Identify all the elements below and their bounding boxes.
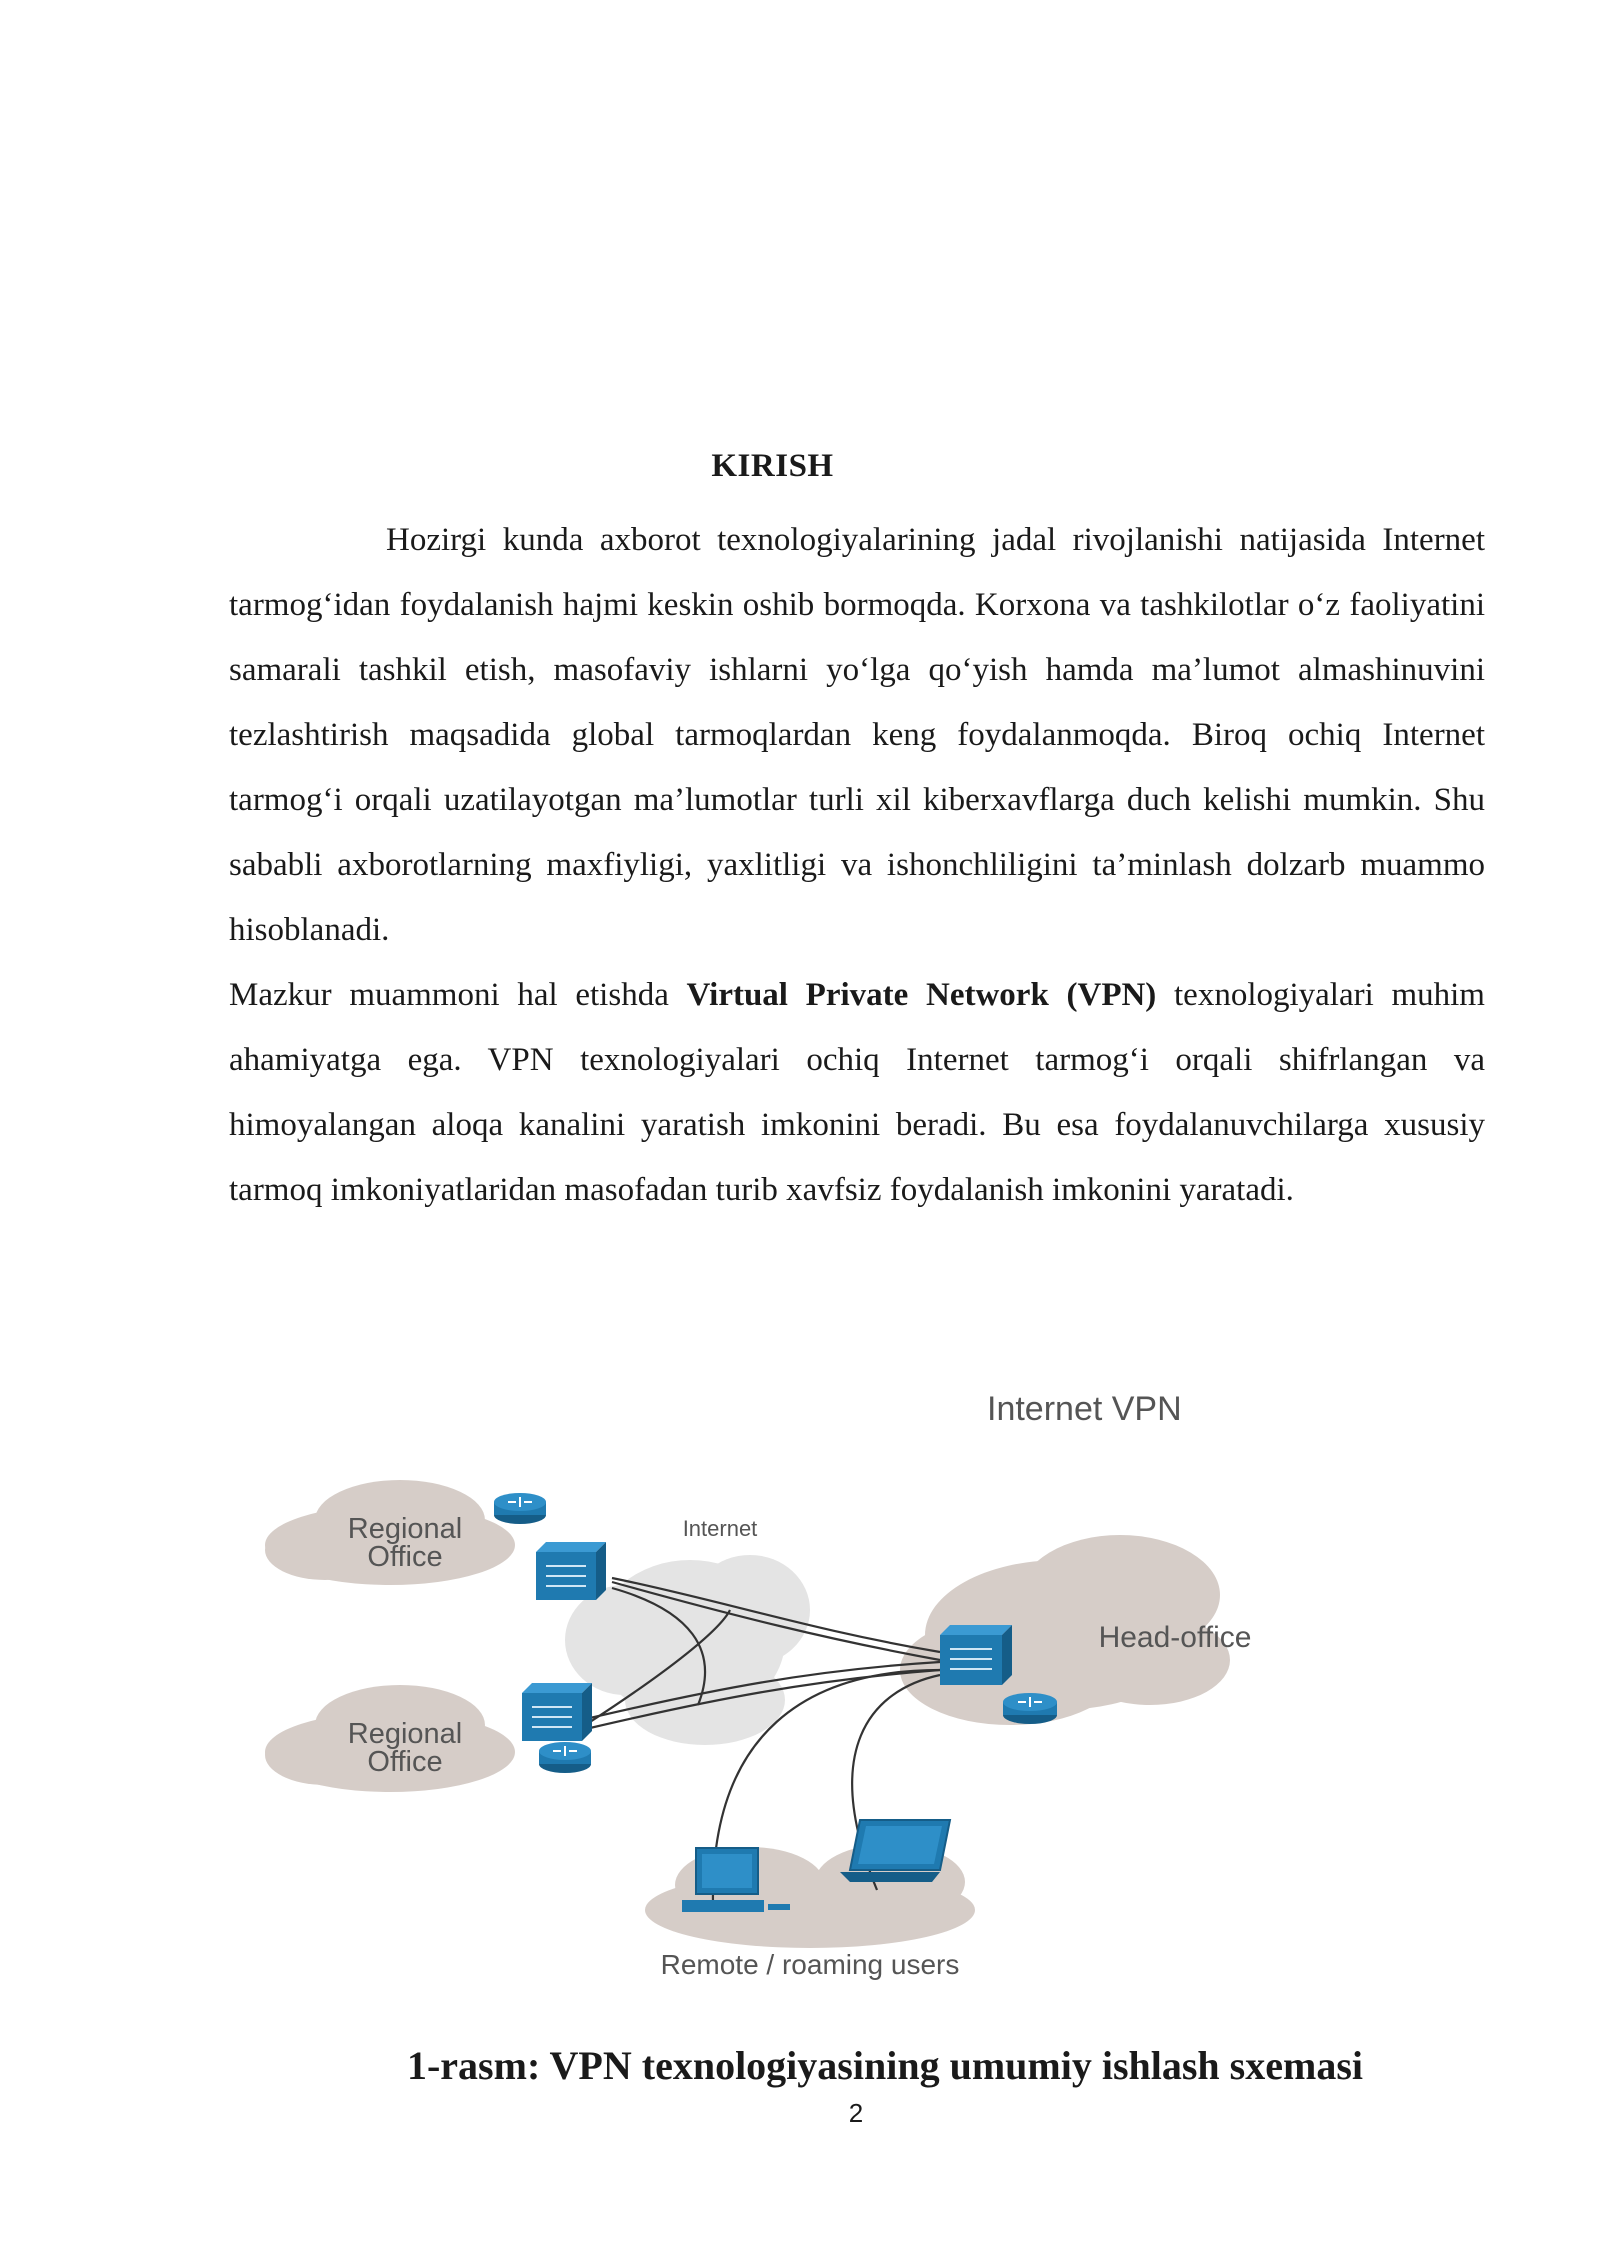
paragraph-vpn-start: Mazkur muammoni hal etishda — [229, 977, 687, 1013]
paragraph-intro: Hozirgi kunda axborot texnologiyalarining jadal rivojlanishi natijasida Internet tarmog‘idan foydalanish hajmi keskin oshib bormoqda. Korxona va tashkilotlar o‘z faoliyatini samarali tashkil etish, masofaviy ishlarni yo‘lga qo‘yish hamda ma’lumot almashinuvini tezlashtirish maqsadida global tarmoqlardan keng foydalanmoqda. Biroq ochiq Internet tarmog‘i orqali uzatilayotgan ma’lumotlar turli xil kiberxavflarga duch kelishi mumkin. Shu sababli axborotlarning maxfiyligi, yaxlitligi va ishonchliligini ta’minlash dolzarb muammo hisoblanadi. — [229, 522, 1485, 948]
vpn-diagram-svg — [250, 1370, 1370, 1990]
switch-icon — [940, 1625, 1012, 1685]
regional-office-top-label-line1: Regional — [347, 1513, 463, 1545]
vpn-term: Virtual Private Network (VPN) — [686, 977, 1157, 1013]
section-heading: KIRISH — [711, 448, 834, 484]
switch-icon — [536, 1542, 606, 1600]
router-icon — [1003, 1693, 1057, 1724]
regional-office-bottom-label-line1: Regional — [347, 1718, 463, 1750]
diagram-title: Internet VPN — [987, 1390, 1182, 1428]
head-office-label: Head-office — [1098, 1621, 1252, 1654]
body-text — [229, 508, 1485, 1223]
switch-icon — [522, 1683, 592, 1741]
page-number: 2 — [848, 2098, 864, 2128]
internet-label: Internet — [682, 1516, 758, 1541]
paragraph-vpn-end: texnologiyalari muhim ahamiyatga ega. VPN texnologiyalari ochiq Internet tarmog‘i orqali shifrlangan va himoyalangan aloqa kanalini yaratish imkonini beradi. Bu esa foydalanuvchilarga xususiy tarmoq imkoniyatlaridan masofadan turib xavfsiz foydalanish imkonini yaratadi. — [229, 977, 1485, 1208]
paragraph-vpn — [229, 963, 1485, 1223]
regional-office-bottom-label-line2: Office — [367, 1746, 443, 1778]
regional-office-top-label-line2: Office — [367, 1541, 443, 1573]
router-icon — [494, 1493, 546, 1524]
router-icon — [539, 1742, 591, 1773]
figure-caption: 1-rasm: VPN texnologiyasining umumiy ishlash sxemasi — [406, 2043, 1363, 2088]
remote-users-label: Remote / roaming users — [660, 1949, 960, 1980]
vpn-diagram — [250, 1370, 1370, 1990]
